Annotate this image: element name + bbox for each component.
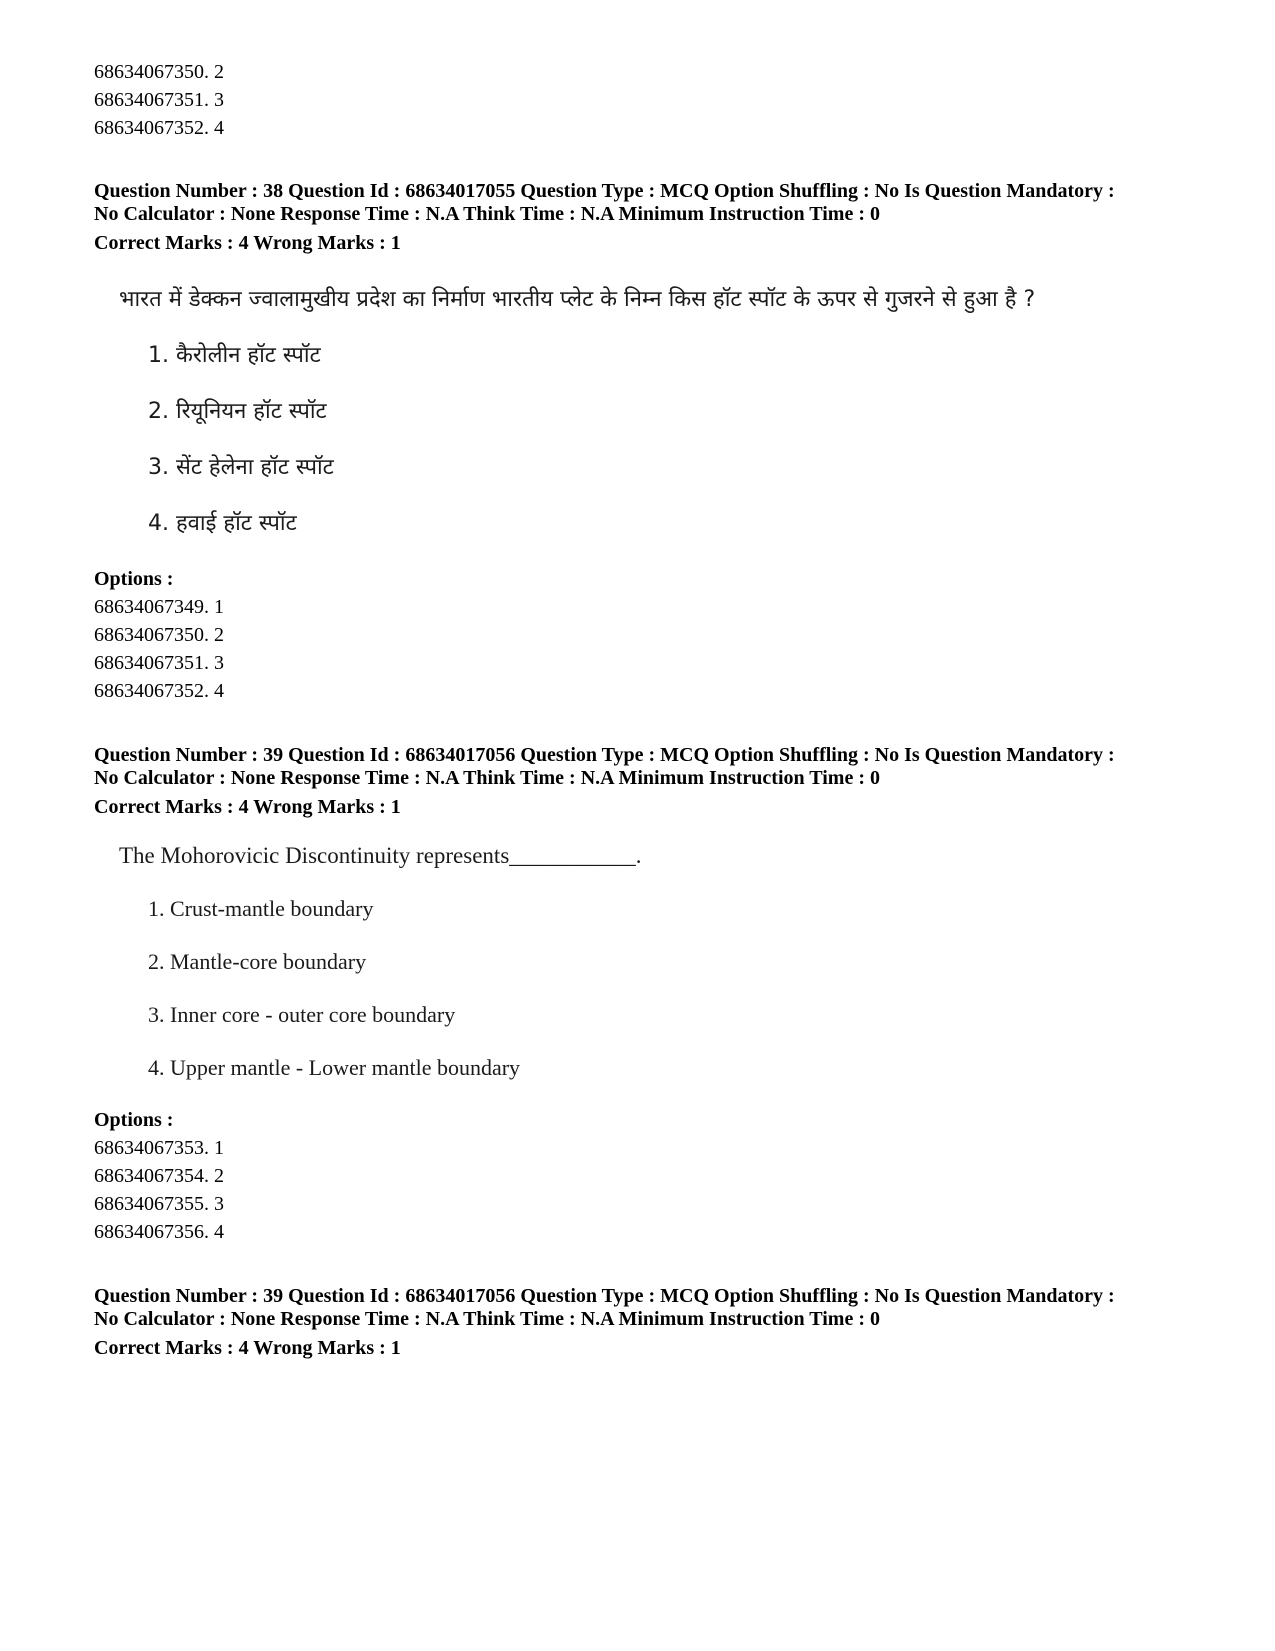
answer-choice: 4. हवाई हॉट स्पॉट [148,511,297,536]
option-id-line: 68634067349. 1 [94,596,224,618]
option-id-line: 68634067354. 2 [94,1165,224,1187]
question-text: भारत में डेक्कन ज्वालामुखीय प्रदेश का निर्माण भारतीय प्लेट के निम्न किस हॉट स्पॉट के ऊपर से गुजरने से हुआ है ? [119,287,1036,312]
answer-choice: 3. Inner core - outer core boundary [148,1002,456,1027]
option-id-line: 68634067351. 3 [94,89,224,111]
question-marks: Correct Marks : 4 Wrong Marks : 1 [94,1337,401,1359]
option-id-line: 68634067353. 1 [94,1137,224,1159]
question-header-line1: Question Number : 39 Question Id : 68634017056 Question Type : MCQ Option Shuffling : No Is Question Mandatory : [94,744,1115,766]
answer-choice: 2. Mantle-core boundary [148,949,367,974]
option-id-line: 68634067350. 2 [94,624,224,646]
option-id-line: 68634067356. 4 [94,1221,224,1243]
answer-choice: 3. सेंट हेलेना हॉट स्पॉट [148,455,334,480]
options-label: Options : [94,1109,174,1131]
option-id-line: 68634067352. 4 [94,117,224,139]
answer-choice: 1. कैरोलीन हॉट स्पॉट [148,343,321,368]
options-label: Options : [94,568,174,590]
answer-choice: 1. Crust-mantle boundary [148,896,374,921]
option-id-line: 68634067355. 3 [94,1193,224,1215]
question-header-line2: No Calculator : None Response Time : N.A Think Time : N.A Minimum Instruction Time : 0 [94,203,880,225]
question-text: The Mohorovicic Discontinuity represents___________. [119,843,642,868]
option-id-line: 68634067352. 4 [94,680,224,702]
question-header-line2: No Calculator : None Response Time : N.A Think Time : N.A Minimum Instruction Time : 0 [94,767,880,789]
question-marks: Correct Marks : 4 Wrong Marks : 1 [94,796,401,818]
option-id-line: 68634067350. 2 [94,61,224,83]
question-header-line2: No Calculator : None Response Time : N.A Think Time : N.A Minimum Instruction Time : 0 [94,1308,880,1330]
question-marks: Correct Marks : 4 Wrong Marks : 1 [94,232,401,254]
question-header-line1: Question Number : 38 Question Id : 68634017055 Question Type : MCQ Option Shuffling : No Is Question Mandatory : [94,180,1115,202]
option-id-line: 68634067351. 3 [94,652,224,674]
answer-choice: 2. रियूनियन हॉट स्पॉट [148,399,327,424]
question-header-line1: Question Number : 39 Question Id : 68634017056 Question Type : MCQ Option Shuffling : No Is Question Mandatory : [94,1285,1115,1307]
answer-choice: 4. Upper mantle - Lower mantle boundary [148,1055,521,1080]
